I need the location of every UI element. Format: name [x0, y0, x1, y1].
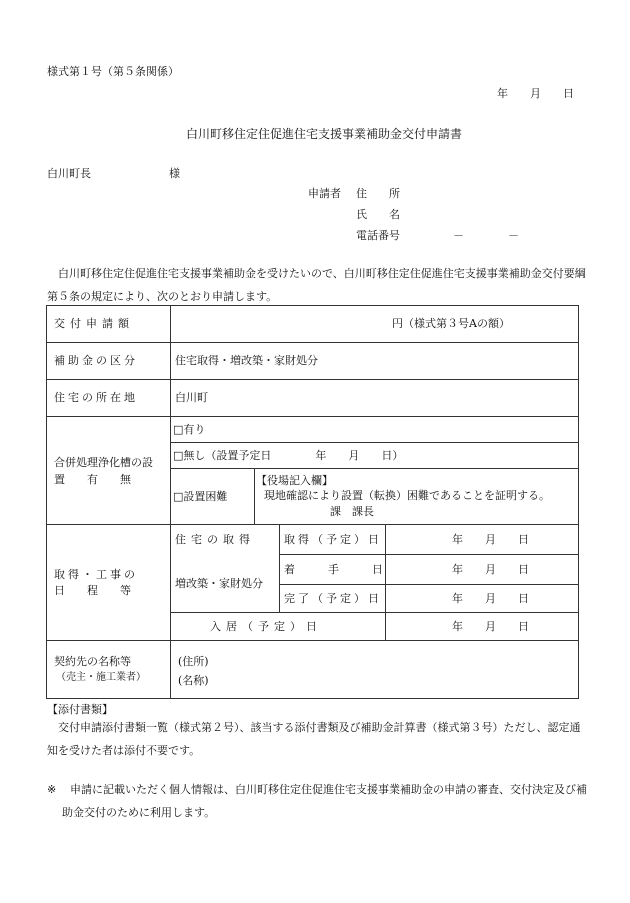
- contract-name-field[interactable]: (名称): [178, 674, 209, 687]
- septic-no-checkbox[interactable]: □無し（設置予定日 年 月 日）: [173, 448, 404, 462]
- amount-field[interactable]: 円（様式第３号Aの額）: [392, 317, 510, 330]
- contract-sublabel: （売主・施工業者）: [56, 672, 146, 683]
- move-in-date-field[interactable]: 年 月 日: [452, 619, 529, 633]
- attachments-heading: 【添付書類】: [47, 703, 113, 716]
- privacy-notice: 申請に記載いただく個人情報は、白川町移住定住促進住宅支援事業補助金の申請の審査、交付決定及び補助金交付のために利用します。: [62, 783, 587, 819]
- schedule-label-line1: 取得・工事の: [54, 568, 138, 581]
- privacy-mark: ※: [47, 783, 57, 796]
- completion-date-field[interactable]: 年 月 日: [452, 591, 529, 605]
- septic-difficult-checkbox[interactable]: □設置困難: [173, 489, 228, 503]
- addressee: 白川町長: [47, 167, 91, 180]
- acquisition-date-field[interactable]: 年 月 日: [452, 532, 529, 546]
- applicant-address-label: 住 所: [356, 187, 400, 200]
- completion-date-label: 完了（予定）日: [284, 591, 382, 605]
- start-date-field[interactable]: 年 月 日: [452, 562, 529, 576]
- contract-address-field[interactable]: (住所): [178, 655, 209, 668]
- septic-yes-checkbox[interactable]: □有り: [173, 422, 206, 436]
- applicant-phone-label: 電話番号: [356, 229, 400, 242]
- office-use-signature: 課 課長: [330, 505, 374, 518]
- location-label: 住宅の所在地: [54, 391, 138, 404]
- move-in-date-label: 入居（予定）日: [210, 619, 322, 633]
- office-use-heading: 【役場記入欄】: [256, 474, 333, 487]
- schedule-label-line2: 日 程 等: [54, 584, 131, 597]
- intro-paragraph: 白川町移住定住促進住宅支援事業補助金を受けたいので、白川町移住定住促進住宅支援事業補助金交付要綱第５条の規定により、次のとおり申請します。: [47, 267, 586, 303]
- applicant-label: 申請者: [308, 187, 341, 200]
- page-title: 白川町移住定住促進住宅支援事業補助金交付申請書: [186, 127, 463, 141]
- applicant-name-label: 氏 名: [356, 208, 400, 221]
- septic-label-line1: 合併処理浄化槽の設: [54, 456, 153, 469]
- contract-label: 契約先の名称等: [54, 655, 131, 668]
- amount-label: 交付申請額: [54, 317, 134, 330]
- start-date-label: 着 手 日: [284, 562, 383, 576]
- submission-date: 年 月 日: [497, 87, 574, 100]
- applicant-phone-field: － －: [453, 229, 519, 242]
- renovation-label: 増改築・家財処分: [175, 576, 263, 590]
- subsidy-category-options[interactable]: 住宅取得・増改築・家財処分: [175, 354, 318, 367]
- location-field[interactable]: 白川町: [175, 391, 208, 404]
- acquisition-label: 住宅の取得: [175, 532, 255, 546]
- attachments-text: 交付申請添付書類一覧（様式第２号）、該当する添付書類及び補助金計算書（様式第３号）ただし、認定通知を受けた者は添付不要です。: [47, 721, 581, 757]
- form-number: 様式第１号（第５条関係）: [47, 65, 179, 78]
- addressee-honorific: 様: [169, 167, 180, 180]
- acquisition-date-label: 取得（予定）日: [284, 532, 382, 546]
- subsidy-category-label: 補助金の区分: [54, 354, 138, 367]
- septic-label-line2: 置 有 無: [54, 473, 131, 486]
- office-use-statement: 現地確認により設置（転換）困難であることを証明する。: [264, 489, 550, 502]
